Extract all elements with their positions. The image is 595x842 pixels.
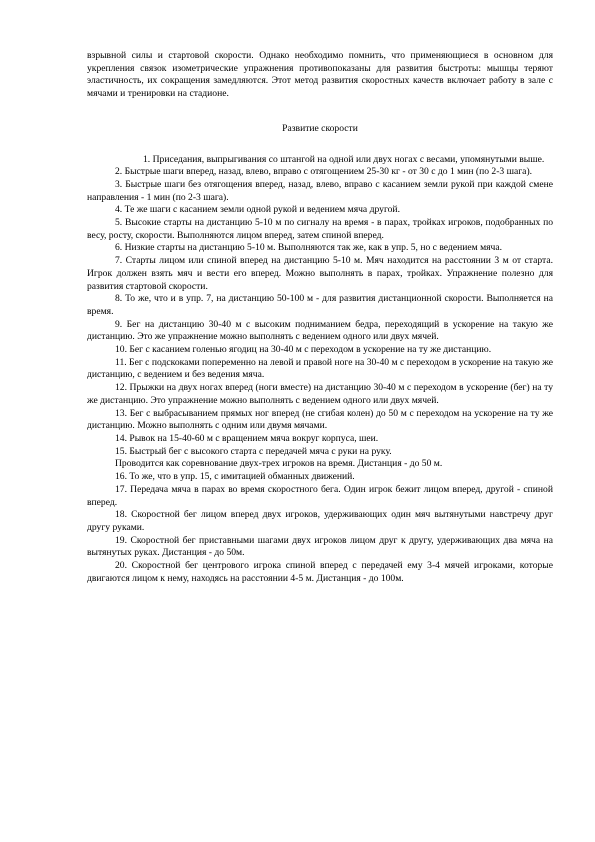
exercise-item: 2. Быстрые шаги вперед, назад, влево, вправо с отягощением 25-30 кг - от 30 с до 1 мин (по 2-3 шага).	[115, 166, 533, 178]
exercise-item: 16. То же, что в упр. 15, с имитацией обманных движений.	[115, 471, 355, 483]
exercise-item: 3. Быстрые шаги без отягощения вперед, назад, влево, вправо с касанием земли рукой при каждой смене направления - 1 мин (по 2-3 шага).	[87, 178, 553, 203]
document-page	[87, 50, 553, 585]
exercise-item: 4. Те же шаги с касанием земли одной рукой и ведением мяча другой.	[115, 204, 400, 216]
exercise-item: 18. Скоростной бег лицом вперед двух игроков, удерживающих один мяч вытянутыми навстречу друг другу руками.	[87, 509, 553, 533]
exercise-item: 1. Приседания, выпрыгивания со штангой на одной или двух ногах с весами, упомянутыми выше.	[143, 153, 545, 165]
exercise-item: 19. Скоростной бег приставными шагами двух игроков лицом друг к другу, удерживающих два мяча на вытянутых руках. Дистанция - до 50м.	[87, 534, 553, 559]
exercise-item: 5. Высокие старты на дистанцию 5-10 м по сигналу на время - в парах, тройках игроков, подобранных по весу, росту, скорости. Выполняются лицом вперед, затем спиной вперед.	[87, 217, 553, 241]
exercise-note: Проводится как соревнование двух-трех игроков на время. Дистанция - до 50 м.	[115, 458, 443, 470]
intro-paragraph: взрывной силы и стартовой скорости. Однако необходимо помнить, что применяющиеся в основном для укрепления связок изометрические упражнения противопоказаны для развития быстроты: мышцы теряют эластичность, их сокращения замедляются. Этот метод развития скоростных качеств включает работу в зале с мячами и тренировки на стадионе.	[87, 50, 553, 100]
exercise-item: 17. Передача мяча в парах во время скоростного бега. Один игрок бежит лицом вперед, другой - спиной вперед.	[87, 483, 553, 508]
exercise-item: 12. Прыжки на двух ногах вперед (ноги вместе) на дистанцию 30-40 м с переходом в ускорение (бег) на ту же дистанцию. Это упражнение можно выполнять с ведением одного или двух мячей.	[87, 382, 553, 406]
exercise-item: 8. То же, что и в упр. 7, на дистанцию 50-100 м - для развития дистанционной скорости. Выполняется на время.	[87, 293, 553, 317]
exercise-item: 15. Быстрый бег с высокого старта с передачей мяча с руки на руку.	[115, 445, 392, 457]
exercise-item: 6. Низкие старты на дистанцию 5-10 м. Выполняются так же, как в упр. 5, но с ведением мяча.	[115, 242, 503, 254]
exercise-item: 9. Бег на дистанцию 30-40 м с высоким подниманием бедра, переходящий в ускорение на такую же дистанцию. Это же упражнение можно выполнять с ведением одного или двух мячей.	[87, 318, 553, 343]
exercise-item: 13. Бег с выбрасыванием прямых ног вперед (не сгибая колен) до 50 м с переходом на ускорение на ту же дистанцию. Можно выполнять с одним или двумя мячами.	[87, 407, 553, 432]
exercise-item: 14. Рывок на 15-40-60 м с вращением мяча вокруг корпуса, шеи.	[115, 432, 379, 444]
exercise-item: 20. Скоростной бег центрового игрока спиной вперед с передачей ему 3-4 мячей игроками, которые двигаются лицом к нему, находясь на расстоянии 4-5 м. Дистанция - до 100м.	[87, 560, 553, 584]
exercise-item: 7. Старты лицом или спиной вперед на дистанцию 5-10 м. Мяч находится на расстоянии 3 м от старта. Игрок должен взять мяч и вести его вперед. Можно выполнять в парах, тройках. Упражнение полезно для развития стартовой скорости.	[87, 255, 553, 292]
exercise-list	[87, 154, 553, 586]
section-title: Развитие скорости	[282, 122, 358, 134]
exercise-item: 11. Бег с подскоками попеременно на левой и правой ноге на 30-40 м с переходом в ускорение на такую же дистанцию, с ведением и без ведения мяча.	[87, 356, 553, 381]
exercise-item: 10. Бег с касанием голенью ягодиц на 30-40 м с переходом в ускорение на ту же дистанцию.	[115, 344, 492, 356]
